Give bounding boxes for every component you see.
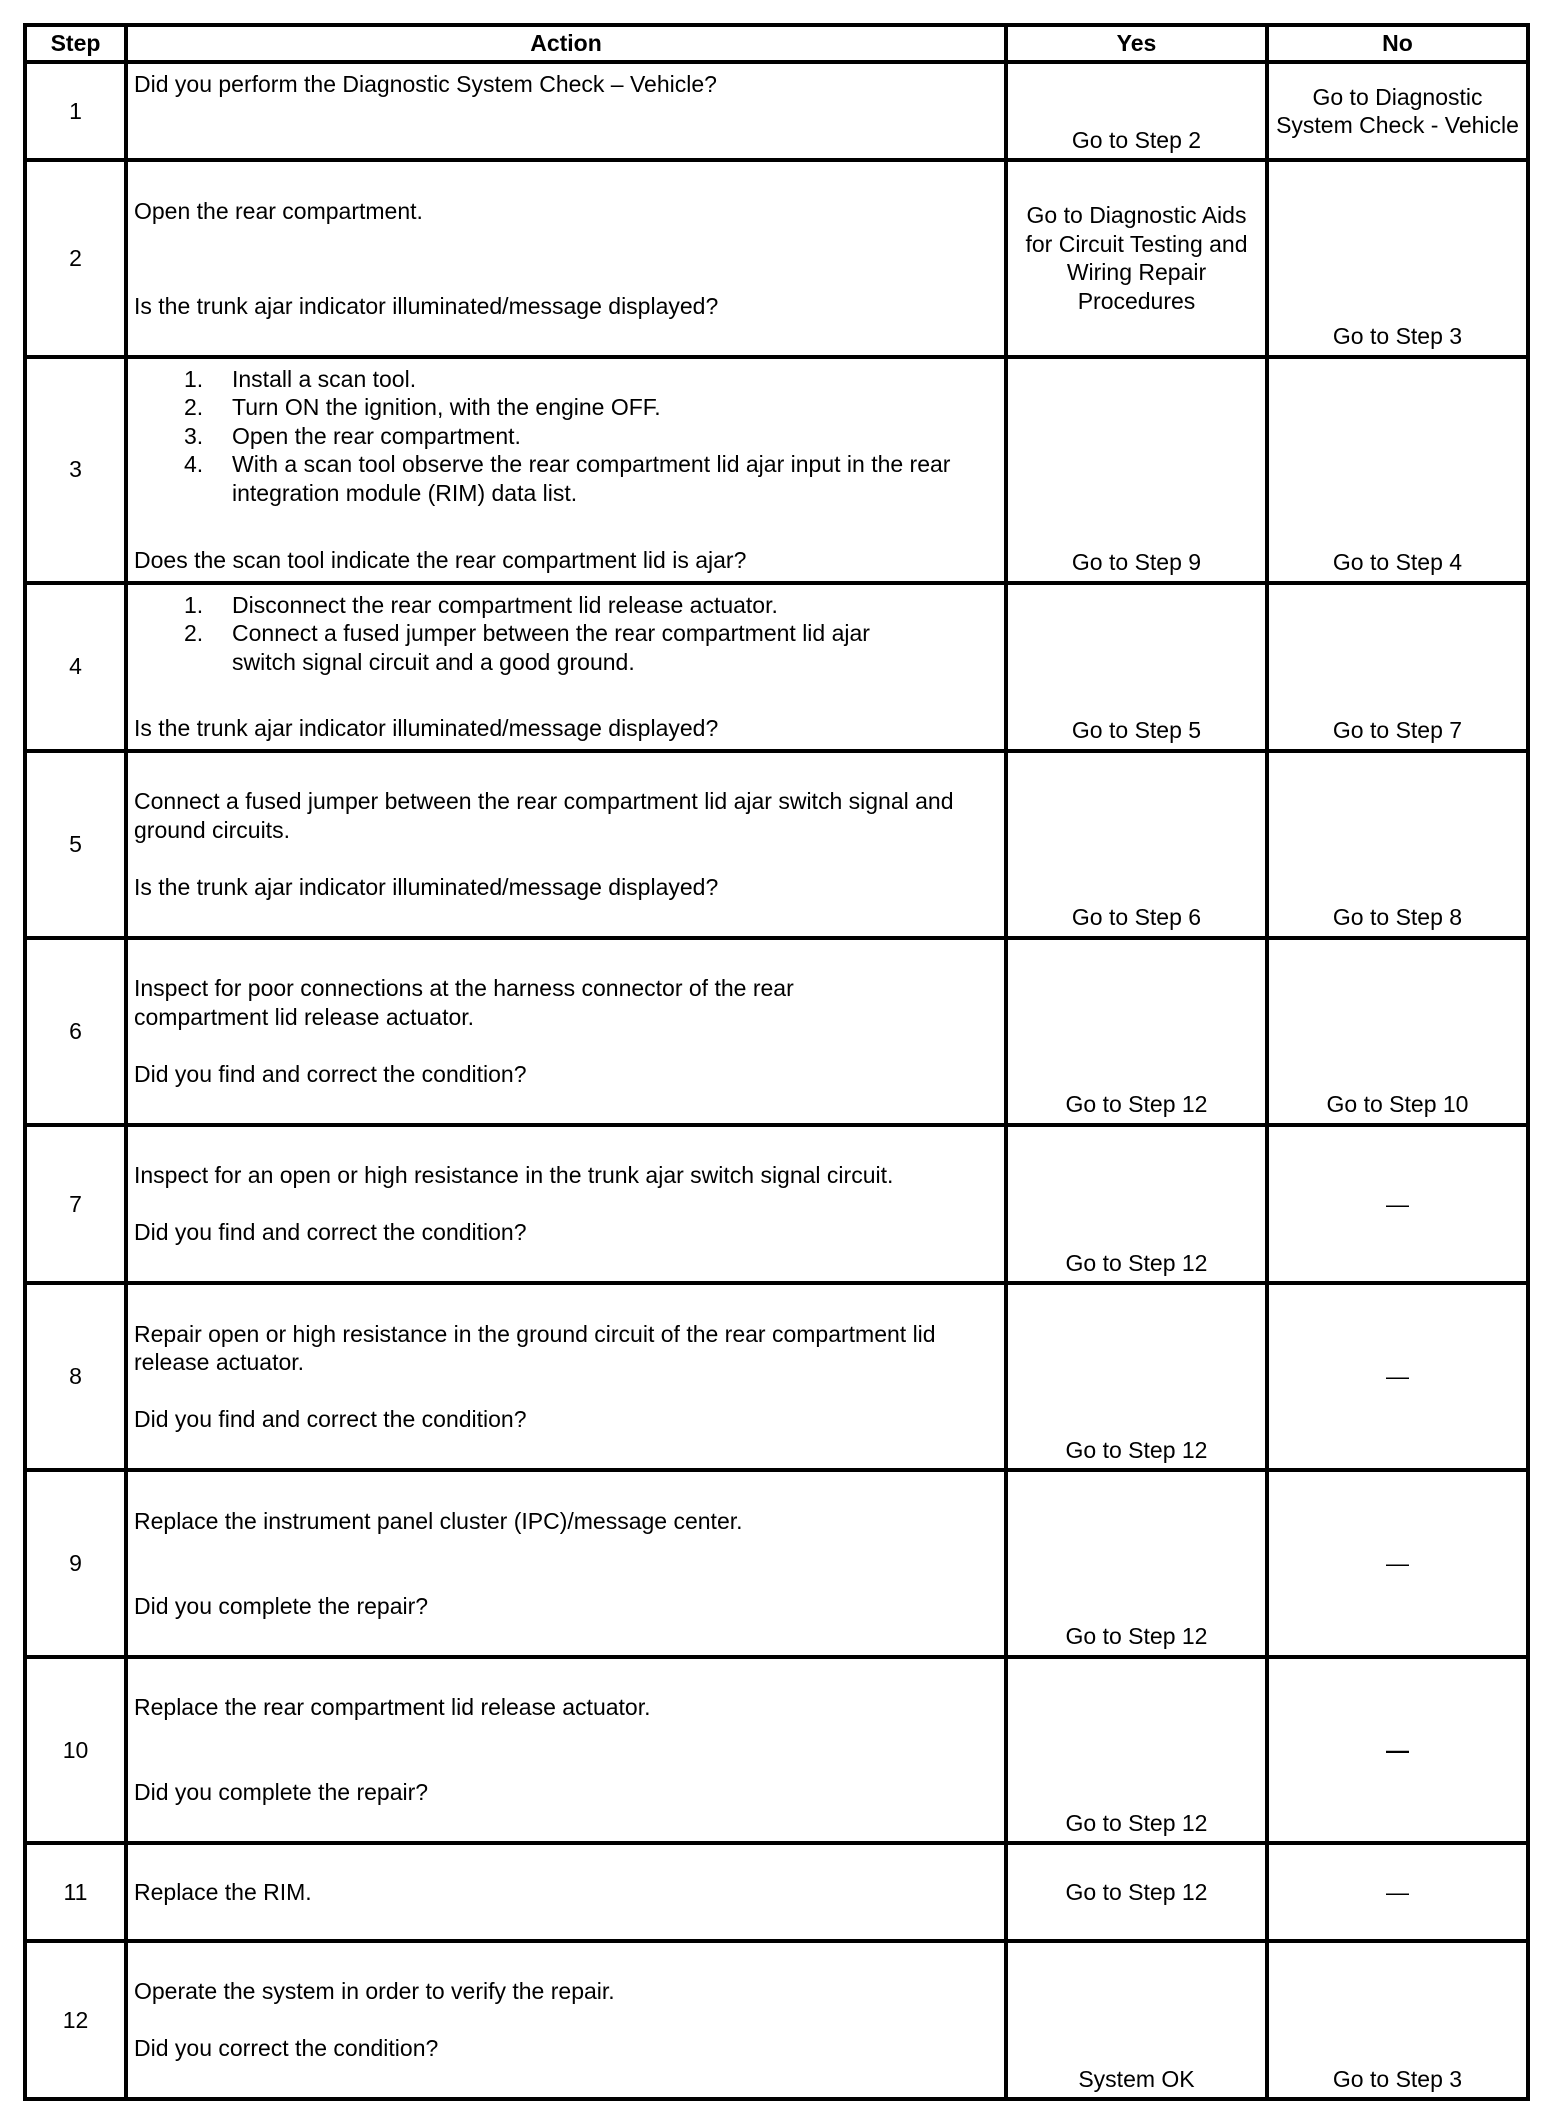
yes-cell: Go to Diagnostic Aids for Circuit Testing and Wiring Repair Procedures bbox=[1006, 160, 1267, 357]
yes-cell: Go to Step 12 bbox=[1006, 938, 1267, 1125]
yes-cell: Go to Step 12 bbox=[1006, 1843, 1267, 1941]
action-cell bbox=[126, 1283, 1006, 1470]
action-question: Did you complete the repair? bbox=[134, 1779, 429, 1805]
no-cell: Go to Step 4 bbox=[1267, 357, 1528, 583]
substep-number: 3. bbox=[184, 422, 204, 449]
step-number: 10 bbox=[25, 1657, 126, 1844]
no-cell: — bbox=[1267, 1470, 1528, 1657]
step-number: 12 bbox=[25, 1941, 126, 2100]
action-cell bbox=[126, 62, 1006, 160]
step-number: 5 bbox=[25, 751, 126, 938]
table-row bbox=[25, 583, 1528, 751]
no-cell: Go to Step 8 bbox=[1267, 751, 1528, 938]
action-question: Is the trunk ajar indicator illuminated/message displayed? bbox=[134, 715, 719, 741]
no-cell: — bbox=[1267, 1283, 1528, 1470]
substep-text: Turn ON the ignition, with the engine OFF. bbox=[232, 394, 661, 420]
action-cell bbox=[126, 1470, 1006, 1657]
yes-cell: Go to Step 12 bbox=[1006, 1283, 1267, 1470]
action-cell bbox=[126, 1941, 1006, 2100]
action-cell bbox=[126, 357, 1006, 583]
step-number: 6 bbox=[25, 938, 126, 1125]
substep-item bbox=[184, 450, 996, 507]
table-row bbox=[25, 1941, 1528, 2100]
table-row bbox=[25, 1283, 1528, 1470]
action-text: Did you perform the Diagnostic System Check – Vehicle? bbox=[134, 71, 717, 97]
step-number: 1 bbox=[25, 62, 126, 160]
table-row bbox=[25, 1657, 1528, 1844]
action-text: Inspect for an open or high resistance in the trunk ajar switch signal circuit. bbox=[134, 1162, 894, 1188]
header-action: Action bbox=[126, 25, 1006, 62]
table-row bbox=[25, 357, 1528, 583]
no-cell: — bbox=[1267, 1843, 1528, 1941]
no-cell: Go to Step 3 bbox=[1267, 160, 1528, 357]
step-number: 2 bbox=[25, 160, 126, 357]
substep-item bbox=[184, 393, 996, 422]
no-cell: Go to Step 10 bbox=[1267, 938, 1528, 1125]
action-text: Replace the instrument panel cluster (IPC)/message center. bbox=[134, 1507, 743, 1534]
substep-text: Connect a fused jumper between the rear compartment lid ajar switch signal circuit and a good ground. bbox=[232, 620, 870, 675]
yes-cell: System OK bbox=[1006, 1941, 1267, 2100]
yes-cell: Go to Step 12 bbox=[1006, 1125, 1267, 1284]
yes-cell: Go to Step 2 bbox=[1006, 62, 1267, 160]
substep-number: 4. bbox=[184, 451, 204, 477]
header-row bbox=[25, 25, 1528, 62]
action-question: Did you find and correct the condition? bbox=[134, 1219, 527, 1245]
action-text: Repair open or high resistance in the ground circuit of the rear compartment lid release actuator. bbox=[134, 1320, 936, 1375]
substep-item bbox=[184, 619, 996, 676]
action-text: Replace the rear compartment lid release actuator. bbox=[134, 1694, 651, 1720]
substep-item bbox=[184, 365, 996, 394]
step-number: 4 bbox=[25, 583, 126, 751]
substep-number: 1. bbox=[184, 591, 204, 618]
substep-number: 2. bbox=[184, 394, 204, 420]
action-question: Did you correct the condition? bbox=[134, 2035, 439, 2061]
yes-cell: Go to Step 9 bbox=[1006, 357, 1267, 583]
action-cell bbox=[126, 1843, 1006, 1941]
action-question: Did you complete the repair? bbox=[134, 1592, 429, 1619]
table-row bbox=[25, 1470, 1528, 1657]
action-question: Did you find and correct the condition? bbox=[134, 1060, 527, 1087]
substep-list bbox=[134, 365, 996, 508]
step-number: 9 bbox=[25, 1470, 126, 1657]
substep-list bbox=[134, 591, 996, 677]
action-question: Is the trunk ajar indicator illuminated/message displayed? bbox=[134, 873, 719, 900]
header-step: Step bbox=[25, 25, 126, 62]
header-no: No bbox=[1267, 25, 1528, 62]
header-yes: Yes bbox=[1006, 25, 1267, 62]
action-cell bbox=[126, 1657, 1006, 1844]
diagnostic-table bbox=[23, 23, 1530, 2101]
action-question: Did you find and correct the condition? bbox=[134, 1406, 527, 1432]
action-cell bbox=[126, 938, 1006, 1125]
substep-text: Install a scan tool. bbox=[232, 365, 417, 392]
table-row bbox=[25, 751, 1528, 938]
yes-cell: Go to Step 6 bbox=[1006, 751, 1267, 938]
no-cell: Go to Step 3 bbox=[1267, 1941, 1528, 2100]
action-cell bbox=[126, 1125, 1006, 1284]
table-row bbox=[25, 1125, 1528, 1284]
step-number: 7 bbox=[25, 1125, 126, 1284]
step-number: 3 bbox=[25, 357, 126, 583]
substep-text: Disconnect the rear compartment lid release actuator. bbox=[232, 591, 778, 618]
substep-item bbox=[184, 591, 996, 620]
action-cell bbox=[126, 160, 1006, 357]
yes-cell: Go to Step 5 bbox=[1006, 583, 1267, 751]
table-row bbox=[25, 1843, 1528, 1941]
substep-text: With a scan tool observe the rear compartment lid ajar input in the rear integration module (RIM) data list. bbox=[232, 451, 951, 506]
step-number: 11 bbox=[25, 1843, 126, 1941]
substep-number: 2. bbox=[184, 620, 204, 646]
table-row bbox=[25, 160, 1528, 357]
substep-item bbox=[184, 422, 996, 451]
action-cell bbox=[126, 583, 1006, 751]
step-number: 8 bbox=[25, 1283, 126, 1470]
yes-cell: Go to Step 12 bbox=[1006, 1657, 1267, 1844]
action-text: Connect a fused jumper between the rear compartment lid ajar switch signal and ground circuits. bbox=[134, 788, 954, 843]
table-row bbox=[25, 938, 1528, 1125]
action-question: Does the scan tool indicate the rear compartment lid is ajar? bbox=[134, 547, 747, 573]
substep-text: Open the rear compartment. bbox=[232, 422, 521, 449]
no-cell: — bbox=[1267, 1657, 1528, 1844]
action-text: Open the rear compartment. bbox=[134, 197, 423, 224]
action-text: Inspect for poor connections at the harness connector of the rear compartment lid release actuator. bbox=[134, 975, 794, 1030]
no-cell: Go to Diagnostic System Check - Vehicle bbox=[1267, 62, 1528, 160]
action-question: Is the trunk ajar indicator illuminated/message displayed? bbox=[134, 292, 719, 319]
action-text: Operate the system in order to verify the repair. bbox=[134, 1978, 615, 2004]
no-cell: — bbox=[1267, 1125, 1528, 1284]
action-text: Replace the RIM. bbox=[134, 1878, 312, 1905]
table-row bbox=[25, 62, 1528, 160]
no-cell: Go to Step 7 bbox=[1267, 583, 1528, 751]
yes-cell: Go to Step 12 bbox=[1006, 1470, 1267, 1657]
substep-number: 1. bbox=[184, 365, 204, 392]
action-cell bbox=[126, 751, 1006, 938]
